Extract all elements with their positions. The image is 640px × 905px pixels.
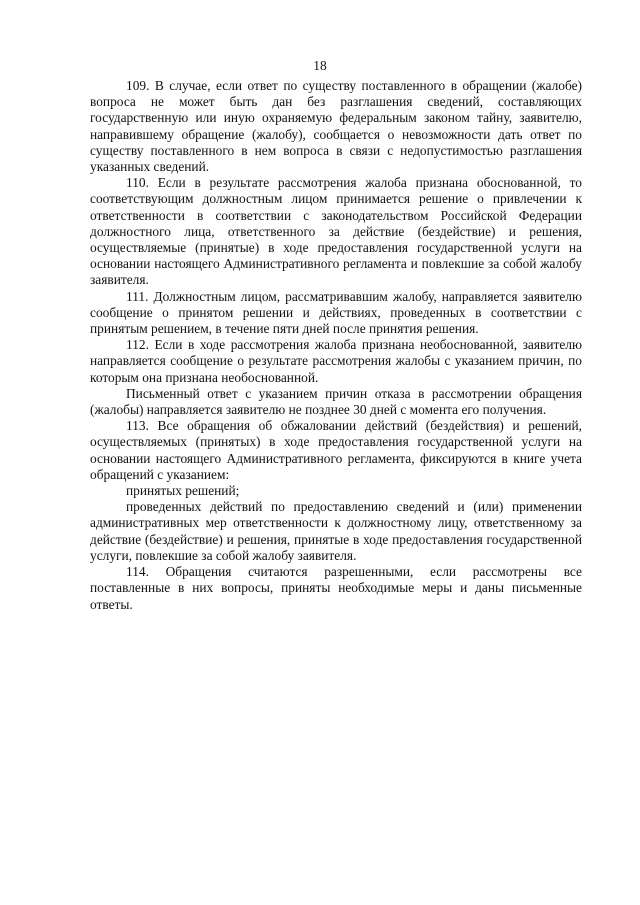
paragraph-109: 109. В случае, если ответ по существу поставленного в обращении (жалобе) вопроса не может быть дан без разглашения сведений, составляющих государственную или иную охраняемую федеральным законом тайну, заявителю, направившему обращение (жалобу), сообщается о невозможности дать ответ по существу поставленного в нем вопроса в связи с недопустимостью разглашения указанных сведений. (90, 78, 582, 175)
paragraph-written-response: Письменный ответ с указанием причин отказа в рассмотрении обращения (жалобы) направляется заявителю не позднее 30 дней с момента его получения. (90, 385, 582, 418)
page-number: 18 (313, 58, 327, 73)
paragraph-112: 112. Если в ходе рассмотрения жалоба признана необоснованной, заявителю направляется сообщение о результате рассмотрения жалобы с указанием причин, по которым она признана необоснованной. (90, 337, 582, 385)
paragraph-111: 111. Должностным лицом, рассматривавшим жалобу, направляется заявителю сообщение о принятом решении и действиях, проведенных в соответствии с принятым решением, в течение пяти дней после принятия решения. (90, 288, 582, 337)
paragraph-113-item-decisions: принятых решений; (126, 483, 240, 499)
paragraph-114: 114. Обращения считаются разрешенными, если рассмотрены все поставленные в них вопросы, приняты необходимые меры и даны письменные ответы. (90, 564, 582, 612)
paragraph-113-item-actions: проведенных действий по предоставлению сведений и (или) применении административных мер ответственности к должностному лицу, ответственному за действие (бездействие) и решения, принятые в ходе предоставления государственной услуги, повлекшие за собой жалобу заявителя. (90, 499, 582, 563)
document-body (90, 78, 582, 613)
paragraph-113: 113. Все обращения об обжаловании действий (бездействия) и решений, осуществляемых (принятых) в ходе предоставления государственной услуги на основании настоящего Административного регламента, фиксируются в книге учета обращений с указанием: (90, 418, 582, 482)
paragraph-110: 110. Если в результате рассмотрения жалоба признана обоснованной, то соответствующим должностным лицом принимается решение о привлечении к ответственности в соответствии с законодательством Российской Федерации должностного лица, ответственного за действие (бездействие) и решения, осуществляемые (принятые) в ходе предоставления государственной услуги на основании настоящего Административного регламента и повлекшие за собой жалобу заявителя. (90, 175, 582, 288)
